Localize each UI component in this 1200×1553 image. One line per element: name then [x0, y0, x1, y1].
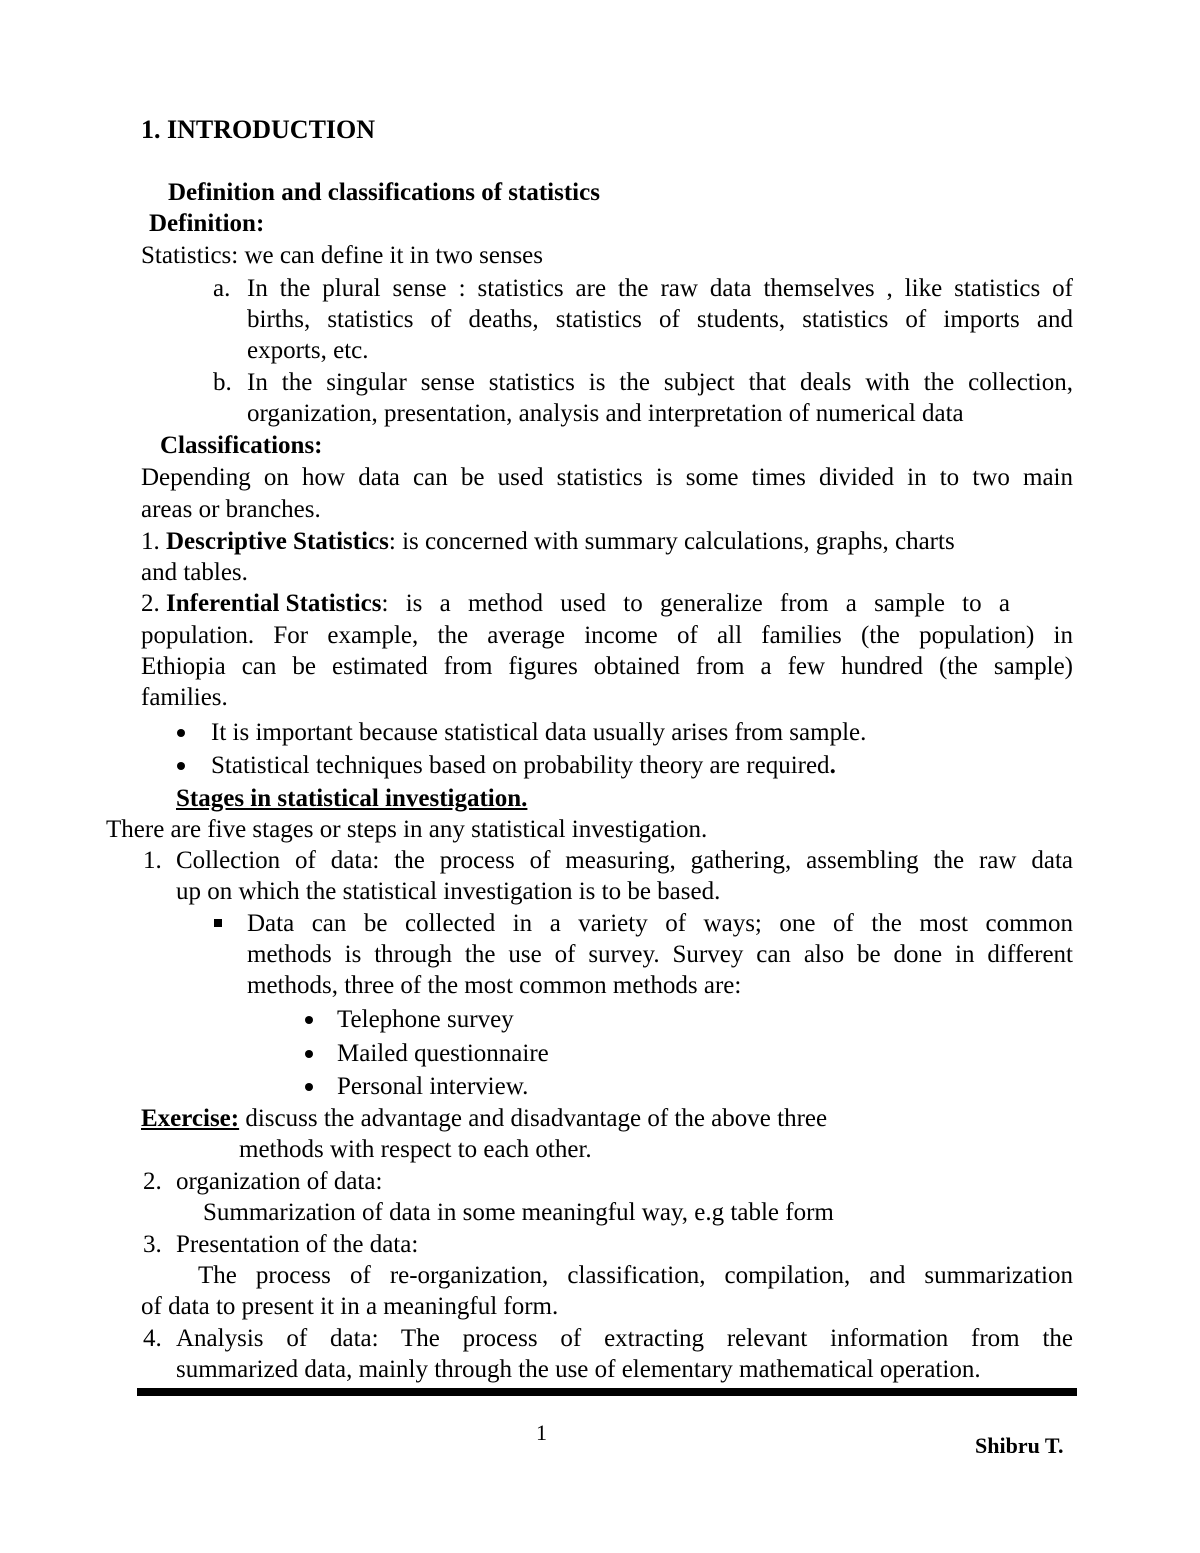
inferential-text: : is a method used to generalize from a sample to a	[381, 590, 1010, 617]
subheading: Definition and classifications of statistics	[168, 179, 600, 206]
stage-2-number: 2.	[143, 1168, 162, 1195]
author-name: Shibru T.	[975, 1433, 1064, 1458]
bullet-icon	[305, 1016, 313, 1024]
bullet-icon	[305, 1050, 313, 1058]
descriptive-number: 1.	[141, 528, 160, 555]
stage-2-detail: Summarization of data in some meaningful way, e.g table form	[203, 1199, 834, 1226]
exercise-line-2: methods with respect to each other.	[239, 1136, 592, 1163]
square-bullet-icon	[214, 919, 222, 927]
list-marker-a: a.	[213, 275, 231, 302]
inferential-term: Inferential Statistics	[166, 590, 382, 617]
plural-sense-line-1: In the plural sense : statistics are the raw data themselves , like statistics of	[247, 275, 1073, 302]
bullet-importance: It is important because statistical data usually arises from sample.	[211, 719, 867, 746]
page-number: 1	[536, 1420, 547, 1445]
exercise-line-1	[141, 1103, 827, 1135]
stage-3-number: 3.	[143, 1231, 162, 1258]
method-mailed: Mailed questionnaire	[337, 1040, 549, 1067]
exercise-label: Exercise:	[141, 1105, 240, 1132]
descriptive-line-2: and tables.	[141, 559, 248, 586]
collection-detail-line-2: methods is through the use of survey. Survey can also be done in different	[247, 941, 1073, 968]
inferential-number: 2.	[141, 590, 160, 617]
bullet-icon	[177, 762, 185, 770]
stage-1-line-2: up on which the statistical investigation is to be based.	[176, 878, 721, 905]
collection-detail-line-3: methods, three of the most common methods are:	[247, 972, 742, 999]
stage-3-title: Presentation of the data:	[176, 1231, 419, 1258]
bullet-techniques	[211, 750, 836, 782]
inferential-line-4: families.	[141, 684, 228, 711]
definition-title: Definition:	[149, 210, 265, 237]
definition-intro: Statistics: we can define it in two senses	[141, 242, 544, 269]
footer-divider	[137, 1388, 1077, 1396]
method-telephone: Telephone survey	[337, 1006, 514, 1033]
descriptive-text: : is concerned with summary calculations, graphs, charts	[388, 528, 955, 555]
inferential-line-1	[141, 588, 1073, 620]
plural-sense-line-3: exports, etc.	[247, 337, 369, 364]
plural-sense-line-2: births, statistics of deaths, statistics of students, statistics of imports and	[247, 306, 1073, 333]
stage-2-title: organization of data:	[176, 1168, 383, 1195]
stage-4-line-2: summarized data, mainly through the use of elementary mathematical operation.	[176, 1356, 981, 1383]
section-heading: 1. INTRODUCTION	[141, 115, 376, 144]
descriptive-line-1	[141, 526, 1073, 558]
method-personal: Personal interview.	[337, 1073, 529, 1100]
stages-title: Stages in statistical investigation.	[176, 785, 528, 812]
bullet-icon	[305, 1083, 313, 1091]
bullet-techniques-text: Statistical techniques based on probability theory are required	[211, 752, 830, 779]
descriptive-term: Descriptive Statistics	[166, 528, 389, 555]
bullet-techniques-period: .	[829, 752, 836, 779]
inferential-line-3: Ethiopia can be estimated from figures obtained from a few hundred (the sample)	[141, 653, 1073, 680]
exercise-text: discuss the advantage and disadvantage of the above three	[239, 1105, 828, 1132]
singular-sense-line-2: organization, presentation, analysis and interpretation of numerical data	[247, 400, 964, 427]
inferential-line-2: population. For example, the average income of all families (the population) in	[141, 622, 1073, 649]
stage-1-line-1: Collection of data: the process of measuring, gathering, assembling the raw data	[176, 847, 1073, 874]
classifications-title: Classifications:	[160, 432, 323, 459]
stage-3-line-1: The process of re-organization, classification, compilation, and summarization	[198, 1262, 1073, 1289]
bullet-icon	[177, 729, 185, 737]
stage-4-number: 4.	[143, 1325, 162, 1352]
stage-3-line-2: of data to present it in a meaningful form.	[141, 1293, 559, 1320]
collection-detail-line-1: Data can be collected in a variety of ways; one of the most common	[247, 910, 1073, 937]
classifications-intro-line-2: areas or branches.	[141, 496, 321, 523]
stage-1-number: 1.	[143, 847, 162, 874]
stages-intro: There are five stages or steps in any statistical investigation.	[106, 816, 708, 843]
list-marker-b: b.	[213, 369, 232, 396]
singular-sense-line-1: In the singular sense statistics is the subject that deals with the collection,	[247, 369, 1073, 396]
stage-4-line-1: Analysis of data: The process of extracting relevant information from the	[176, 1325, 1073, 1352]
classifications-intro-line-1: Depending on how data can be used statistics is some times divided in to two main	[141, 464, 1073, 491]
